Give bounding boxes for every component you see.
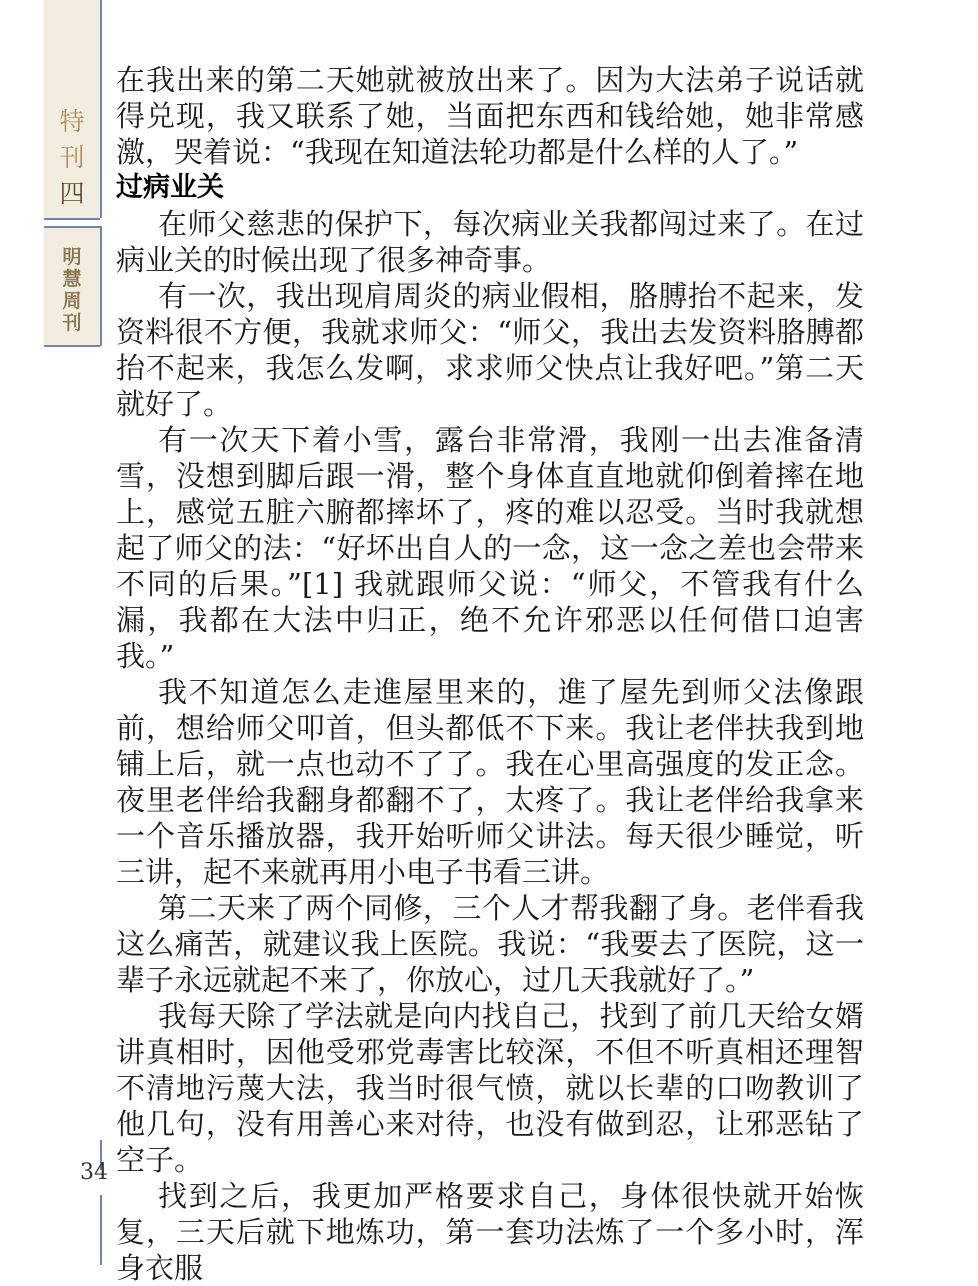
sidebar-vertical-rule <box>100 226 102 346</box>
special-issue-char: 特 <box>59 107 85 136</box>
paragraph: 在师父慈悲的保护下，每次病业关我都闯过来了。在过病业关的时候出现了很多神奇事。 <box>116 207 864 277</box>
sidebar-vertical-rule <box>100 1195 102 1265</box>
special-issue-label <box>44 104 100 212</box>
paragraph: 在我出来的第二天她就被放出来了。因为大法弟子说话就得兑现，我又联系了她，当面把东西和钱给她，她非常感激，哭着说：“我现在知道法轮功都是什么样的人了。” <box>116 63 864 169</box>
article-body <box>116 62 864 1286</box>
journal-name-char: 刊 <box>62 312 82 334</box>
paragraph: 有一次天下着小雪，露台非常滑，我刚一出去准备清雪，没想到脚后跟一滑，整个身体直直地就仰倒着摔在地上，感觉五脏六腑都摔坏了，疼的难以忍受。当时我就想起了师父的法：“好坏出自人的一念，这一念之差也会带来不同的后果。”[1] 我就跟师父说：“师父，不管我有什么漏，我都在大法中归正，绝不允许邪恶以任何借口迫害我。” <box>116 423 864 673</box>
sidebar-divider <box>44 218 100 220</box>
special-issue-char: 四 <box>59 179 85 208</box>
paragraph: 我不知道怎么走進屋里来的，進了屋先到师父法像跟前，想给师父叩首，但头都低不下来。我让老伴扶我到地铺上后，就一点也动不了了。我在心里高强度的发正念。夜里老伴给我翻身都翻不了，太疼了。我让老伴给我拿来一个音乐播放器，我开始听师父讲法。每天很少睡觉，听三讲，起不来就再用小电子书看三讲。 <box>116 675 864 889</box>
paragraph: 找到之后，我更加严格要求自己，身体很快就开始恢复，三天后就下地炼功，第一套功法炼了一个多小时，浑身衣服 <box>116 1179 864 1285</box>
sidebar-divider <box>44 226 100 228</box>
sidebar-vertical-rule <box>100 0 102 218</box>
special-issue-char: 刊 <box>59 143 85 172</box>
paragraph: 我每天除了学法就是向内找自己，找到了前几天给女婿讲真相时，因他受邪党毒害比较深，不但不听真相还理智不清地污蔑大法，我当时很气愤，就以长辈的口吻教训了他几句，没有用善心来对待，也没有做到忍，让邪恶钻了空子。 <box>116 999 864 1177</box>
section-heading: 过病业关 <box>116 172 224 203</box>
journal-name-label <box>44 246 100 334</box>
paragraph: 有一次，我出现肩周炎的病业假相，胳膊抬不起来，发资料很不方便，我就求师父：“师父，我出去发资料胳膊都抬不起来，我怎么发啊，求求师父快点让我好吧。”第二天就好了。 <box>116 279 864 421</box>
paragraph: 第二天来了两个同修，三个人才帮我翻了身。老伴看我这么痛苦，就建议我上医院。我说：“我要去了医院，这一辈子永远就起不来了，你放心，过几天我就好了。” <box>116 891 864 997</box>
journal-name-char: 慧 <box>62 268 82 290</box>
journal-name-char: 周 <box>62 290 82 312</box>
page-number: 34 <box>80 1160 108 1185</box>
journal-name-char: 明 <box>62 246 82 268</box>
sidebar-divider <box>44 345 100 347</box>
